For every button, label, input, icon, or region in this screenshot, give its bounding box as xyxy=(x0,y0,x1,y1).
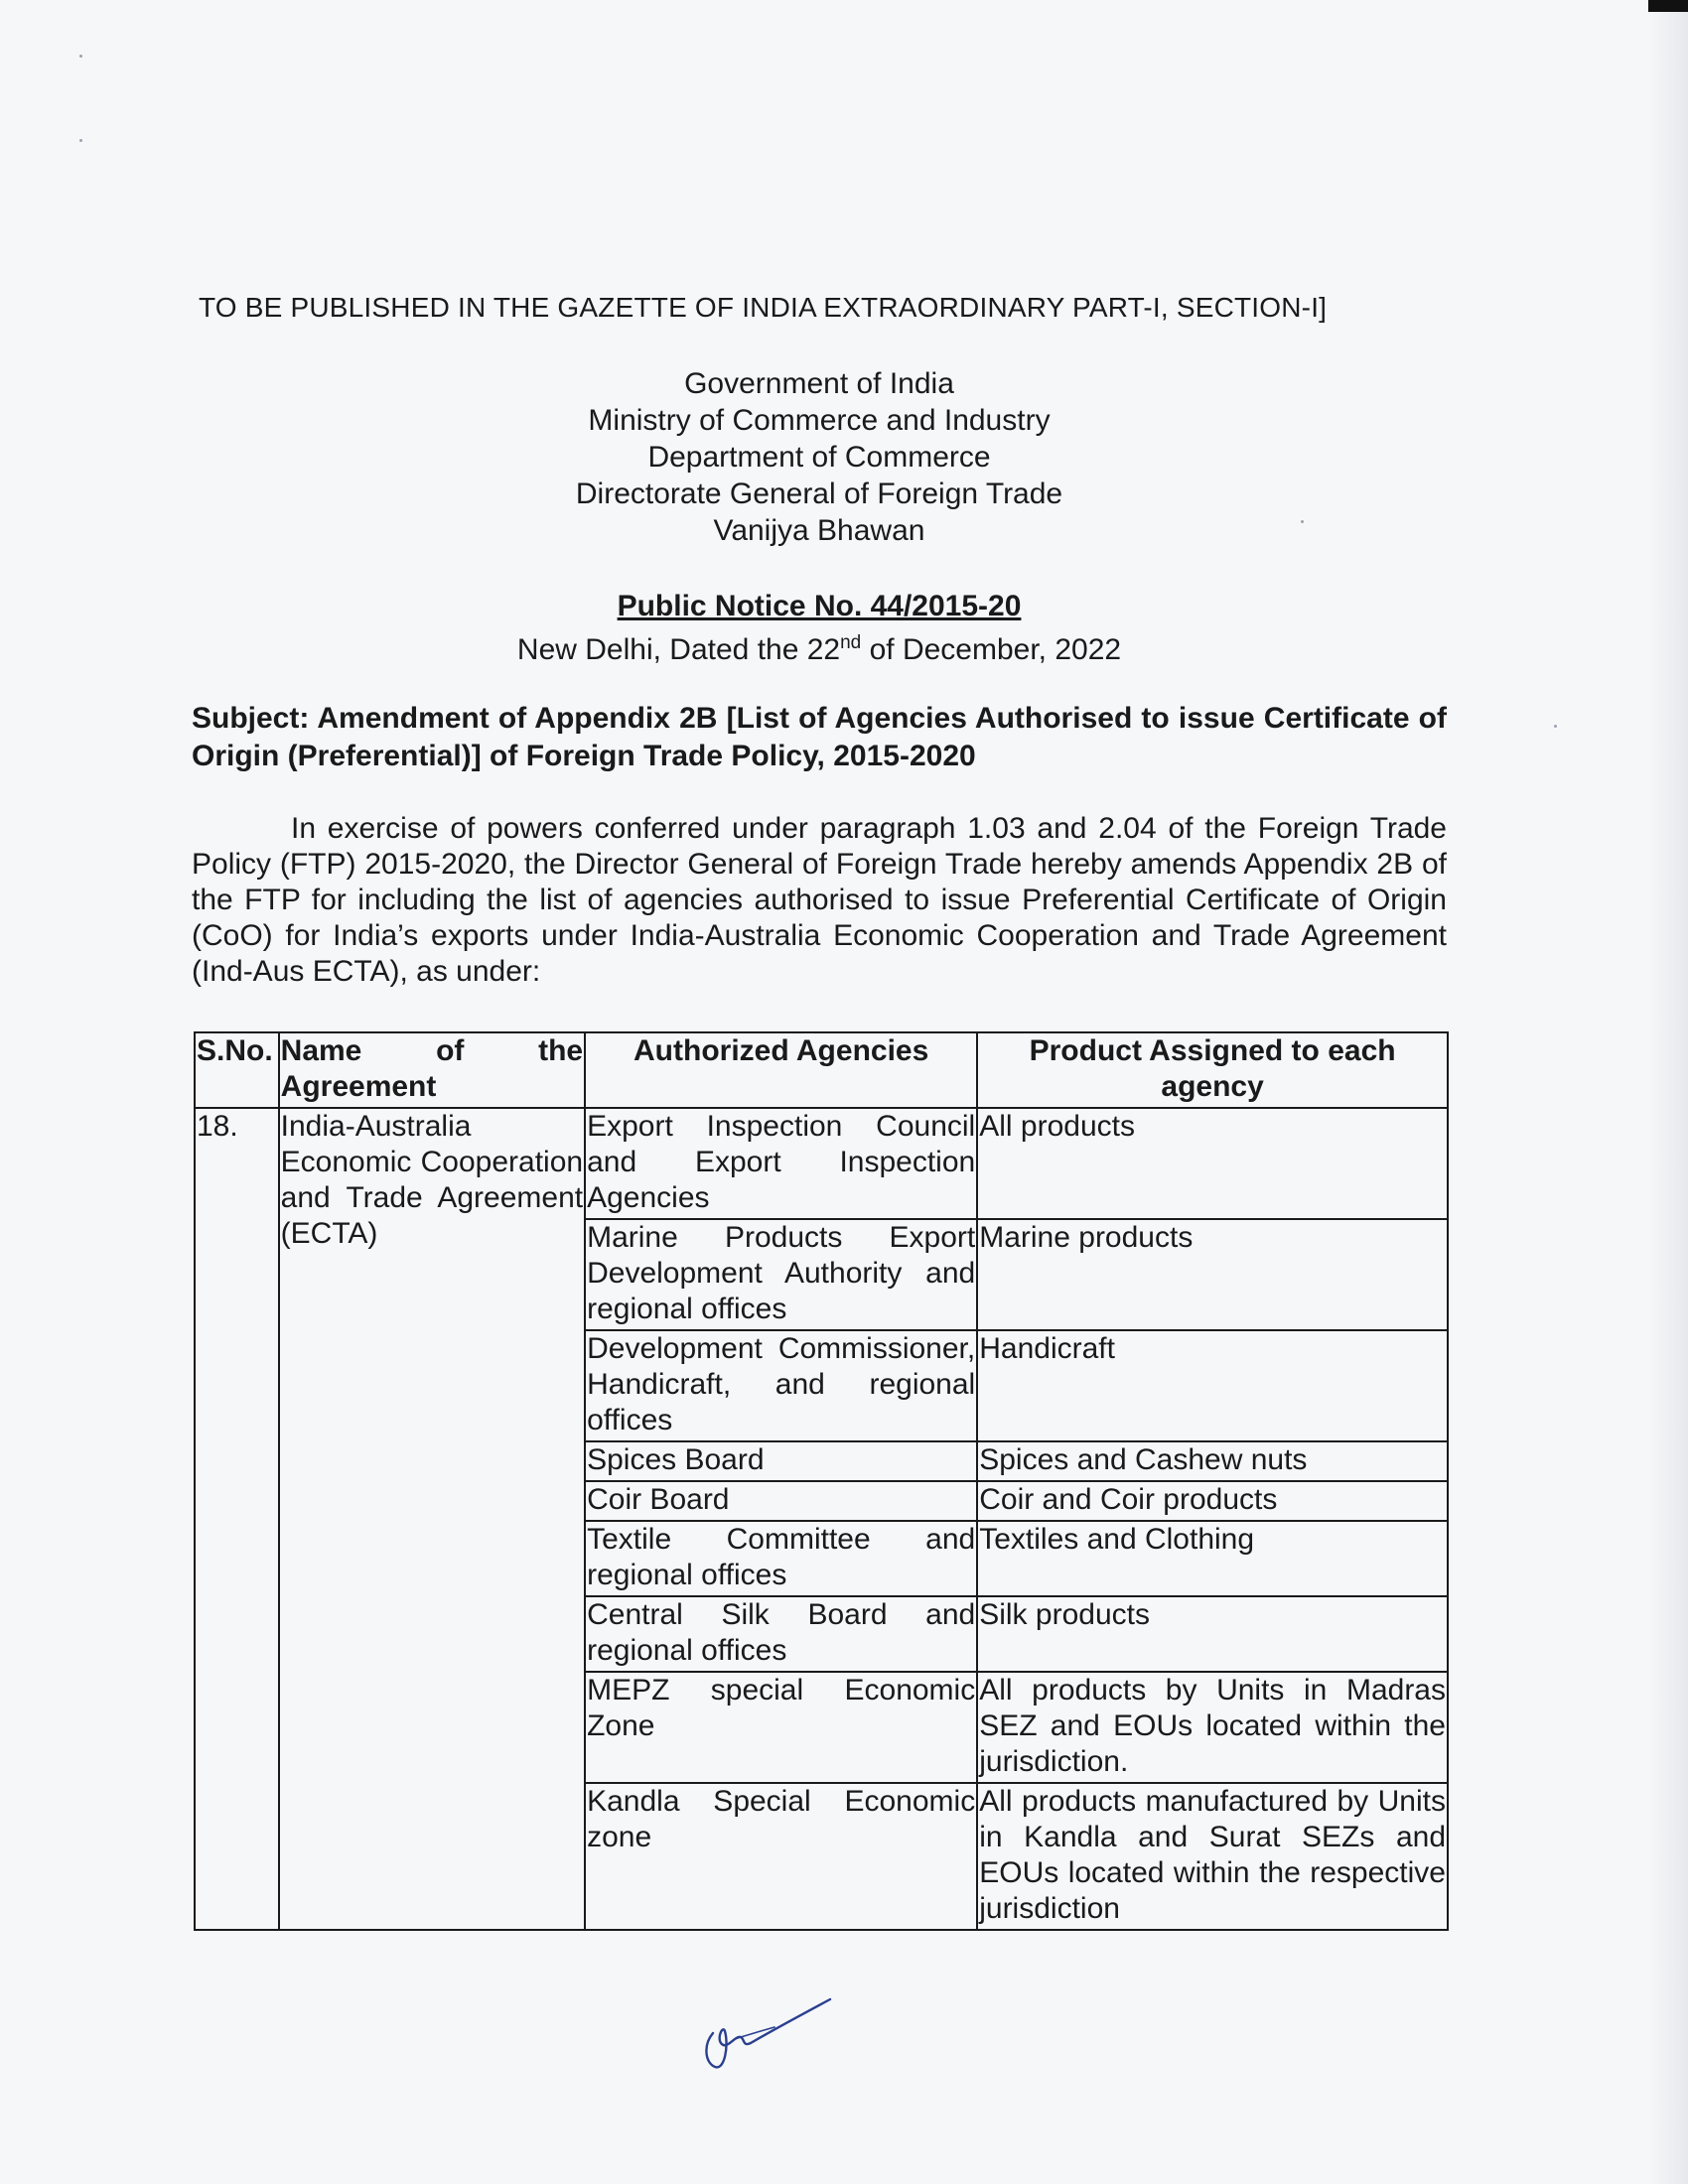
org-building: Vanijya Bhawan xyxy=(713,514,925,547)
product-cell: All products xyxy=(977,1108,1448,1219)
agency-cell: Textile Committee and regional offices xyxy=(585,1521,977,1596)
scan-speck xyxy=(1554,725,1557,728)
product-cell: Textiles and Clothing xyxy=(977,1521,1448,1596)
scan-speck xyxy=(79,55,82,58)
agreement-name-cell: India-Australia Economic Cooperation and Trade Agreement (ECTA) xyxy=(279,1108,585,1930)
org-directorate: Directorate General of Foreign Trade xyxy=(575,478,1063,510)
notice-block xyxy=(0,588,1638,668)
agency-cell: Kandla Special Economic zone xyxy=(585,1783,977,1930)
product-cell: Handicraft xyxy=(977,1330,1448,1441)
product-cell: All products by Units in Madras SEZ and EOUs located within the jurisdiction. xyxy=(977,1672,1448,1783)
agency-cell: Export Inspection Council and Export Inspection Agencies xyxy=(585,1108,977,1219)
header-sno: S.No. xyxy=(195,1032,279,1108)
org-ministry: Ministry of Commerce and Industry xyxy=(588,404,1051,437)
signature-icon xyxy=(695,1985,834,2080)
scan-edge xyxy=(1648,0,1688,2184)
notice-number: Public Notice No. 44/2015-20 xyxy=(617,590,1022,622)
product-cell: All products manufactured by Units in Kandla and Surat SEZs and EOUs located within the respective jurisdiction xyxy=(977,1783,1448,1930)
table-row xyxy=(195,1108,1448,1219)
agency-cell: Marine Products Export Development Authority and regional offices xyxy=(585,1219,977,1330)
agency-cell: Central Silk Board and regional offices xyxy=(585,1596,977,1672)
body-paragraph: In exercise of powers conferred under paragraph 1.03 and 2.04 of the Foreign Trade Policy (FTP) 2015-2020, the Director General of Foreign Trade hereby amends Appendix 2B of the FTP for including the list of agencies authorised to issue Preferential Certificate of Origin (CoO) for India’s exports under India-Australia Economic Cooperation and Trade Agreement (Ind-Aus ECTA), as under: xyxy=(192,812,1447,988)
product-cell: Marine products xyxy=(977,1219,1448,1330)
header-product-assigned: Product Assigned to each agency xyxy=(977,1032,1448,1108)
org-government: Government of India xyxy=(684,367,954,400)
agency-cell: Coir Board xyxy=(585,1481,977,1521)
header-authorized-agencies: Authorized Agencies xyxy=(585,1032,977,1108)
product-cell: Silk products xyxy=(977,1596,1448,1672)
agency-cell: MEPZ special Economic Zone xyxy=(585,1672,977,1783)
serial-number-cell: 18. xyxy=(195,1108,279,1930)
org-department: Department of Commerce xyxy=(647,441,991,474)
scan-speck xyxy=(79,139,82,142)
header-agreement-name: Name of the Agreement xyxy=(279,1032,585,1108)
product-cell: Spices and Cashew nuts xyxy=(977,1441,1448,1481)
agencies-table xyxy=(194,1031,1449,1931)
gazette-header: TO BE PUBLISHED IN THE GAZETTE OF INDIA EXTRAORDINARY PART-I, SECTION-I] xyxy=(199,292,1328,323)
agency-cell: Spices Board xyxy=(585,1441,977,1481)
agency-cell: Development Commissioner, Handicraft, and regional offices xyxy=(585,1330,977,1441)
scan-corner-mark xyxy=(1648,0,1688,12)
issuing-authority xyxy=(0,365,1638,549)
table-header-row xyxy=(195,1032,1448,1108)
product-cell: Coir and Coir products xyxy=(977,1481,1448,1521)
notice-date: New Delhi, Dated the 22nd of December, 2022 xyxy=(516,632,1122,666)
subject-line: Subject: Amendment of Appendix 2B [List of Agencies Authorised to issue Certificate of Origin (Preferential)] of Foreign Trade Policy, 2015-2020 xyxy=(192,702,1447,772)
